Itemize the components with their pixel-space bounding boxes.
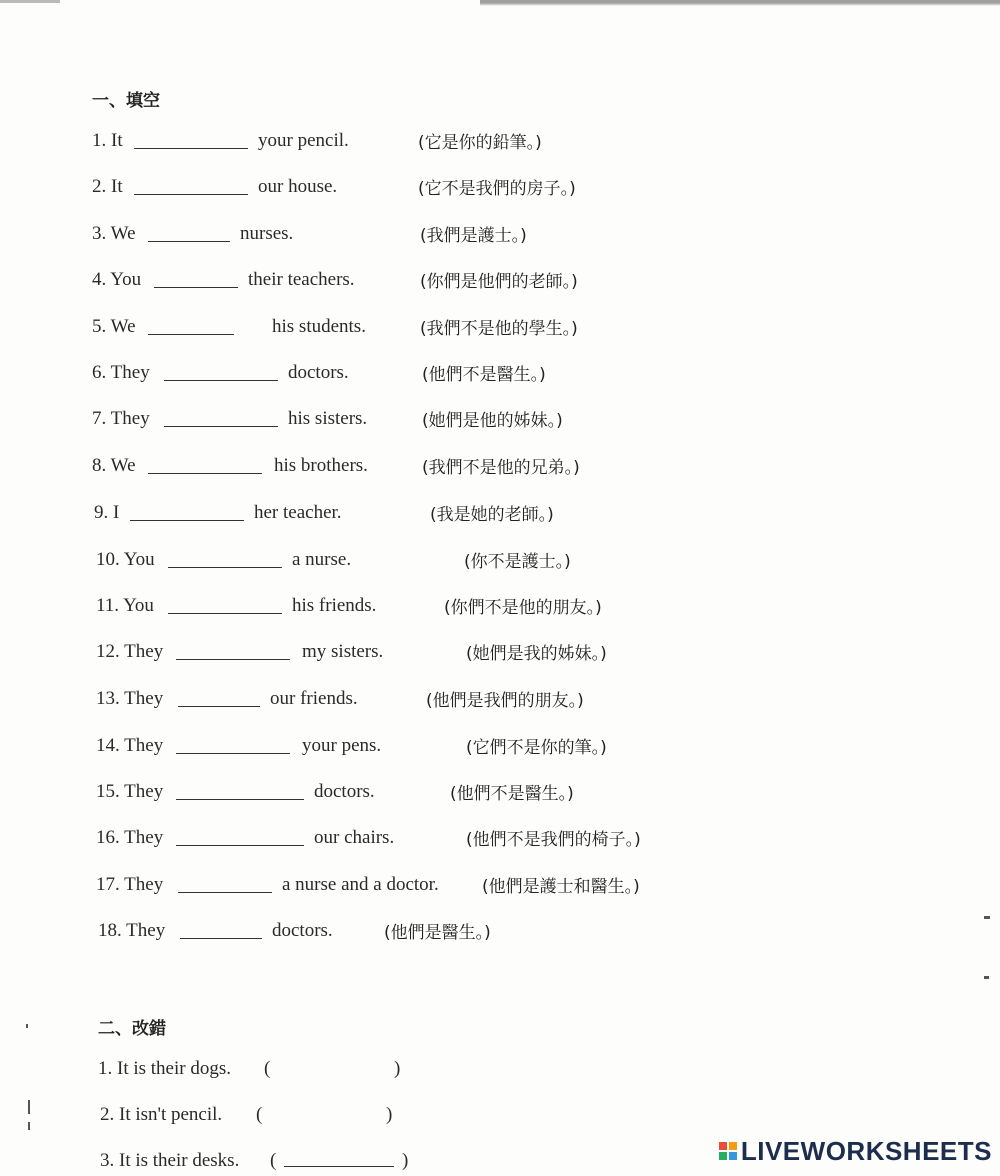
item-translation: (它不是我們的房子。) [418,179,576,199]
item-subject: 2. It [92,176,123,197]
item-subject: 14. They [96,735,164,756]
answer-blank[interactable] [178,706,260,707]
answer-blank[interactable] [154,287,238,288]
item-subject: 3. We [92,223,136,244]
answer-blank[interactable] [180,938,262,939]
item-rest: doctors. [314,781,375,802]
item-rest: our friends. [270,688,358,709]
item-rest: nurses. [240,223,294,244]
item-subject: 9. I [94,502,120,523]
answer-blank[interactable] [130,520,244,521]
correction-answer-box[interactable] [284,1166,394,1167]
answer-blank[interactable] [164,426,278,427]
item-rest: a nurse. [292,549,352,570]
correction-text: 3. It is their desks. [100,1150,240,1171]
item-translation: (她們是我的姊妹。) [466,644,607,664]
item-rest: our house. [258,176,338,197]
answer-blank[interactable] [168,567,282,568]
open-paren: ( [270,1150,277,1171]
item-translation: (他們不是醫生。) [422,365,546,385]
item-translation: (我們不是他的兄弟。) [422,458,580,478]
scan-mark [984,916,990,919]
item-subject: 16. They [96,827,164,848]
item-subject: 7. They [92,408,150,429]
answer-blank[interactable] [134,148,248,149]
item-translation: (她們是他的姊妹。) [422,411,563,431]
answer-blank[interactable] [148,473,262,474]
logo-text: LIVEWORKSHEETS [740,1135,992,1166]
scan-edge [480,0,1000,14]
answer-blank[interactable] [176,659,290,660]
item-subject: 6. They [92,362,150,383]
item-rest: doctors. [288,362,349,383]
item-rest: your pencil. [258,130,349,151]
item-rest: his students. [272,316,366,337]
item-rest: her teacher. [254,502,342,523]
item-translation: (他們不是醫生。) [450,784,574,804]
item-rest: our chairs. [314,827,395,848]
item-subject: 17. They [96,874,164,895]
open-paren: ( [256,1104,263,1125]
correction-text: 2. It isn't pencil. [100,1104,223,1125]
item-subject: 15. They [96,781,164,802]
item-subject: 1. It [92,130,123,151]
item-translation: (它是你的鉛筆。) [418,133,542,153]
answer-blank[interactable] [164,380,278,381]
close-paren: ) [386,1104,393,1125]
open-paren: ( [264,1058,271,1079]
item-rest: doctors. [272,920,333,941]
item-rest: his friends. [292,595,377,616]
item-rest: your pens. [302,735,382,756]
item-subject: 11. You [96,595,154,616]
logo-icon [719,1142,737,1160]
answer-blank[interactable] [176,845,304,846]
scan-mark [28,1100,30,1114]
scan-mark [26,1024,28,1028]
liveworksheets-logo [719,1136,992,1166]
close-paren: ) [402,1150,409,1171]
item-rest: my sisters. [302,641,384,662]
item-subject: 18. They [98,920,166,941]
item-translation: (他們是護士和醫生。) [482,877,640,897]
item-translation: (他們是醫生。) [384,923,491,943]
item-subject: 12. They [96,641,164,662]
item-translation: (我們是護士。) [420,226,527,246]
answer-blank[interactable] [148,334,234,335]
scan-edge-left [0,0,60,3]
item-subject: 5. We [92,316,136,337]
item-subject: 4. You [92,269,142,290]
item-translation: (你們是他們的老師。) [420,272,578,292]
item-translation: (你不是護士。) [464,552,571,572]
item-translation: (你們不是他的朋友。) [444,598,602,618]
section2-title: 二、改錯 [98,1019,166,1039]
section1-title: 一、填空 [92,91,160,111]
item-translation: (他們不是我們的椅子。) [466,830,641,850]
answer-blank[interactable] [178,892,272,893]
answer-blank[interactable] [148,241,230,242]
scan-mark [984,976,989,979]
answer-blank[interactable] [134,194,248,195]
item-rest: his brothers. [274,455,368,476]
answer-blank[interactable] [168,613,282,614]
correction-text: 1. It is their dogs. [98,1058,231,1079]
answer-blank[interactable] [176,799,304,800]
item-translation: (我們不是他的學生。) [420,319,578,339]
scan-mark [28,1122,30,1130]
close-paren: ) [394,1058,401,1079]
item-subject: 10. You [96,549,155,570]
item-translation: (他們是我們的朋友。) [426,691,584,711]
item-translation: (我是她的老師。) [430,505,554,525]
item-rest: a nurse and a doctor. [282,874,439,895]
answer-blank[interactable] [176,753,290,754]
item-rest: their teachers. [248,269,355,290]
item-subject: 13. They [96,688,164,709]
item-translation: (它們不是你的筆。) [466,738,607,758]
item-rest: his sisters. [288,408,368,429]
item-subject: 8. We [92,455,136,476]
